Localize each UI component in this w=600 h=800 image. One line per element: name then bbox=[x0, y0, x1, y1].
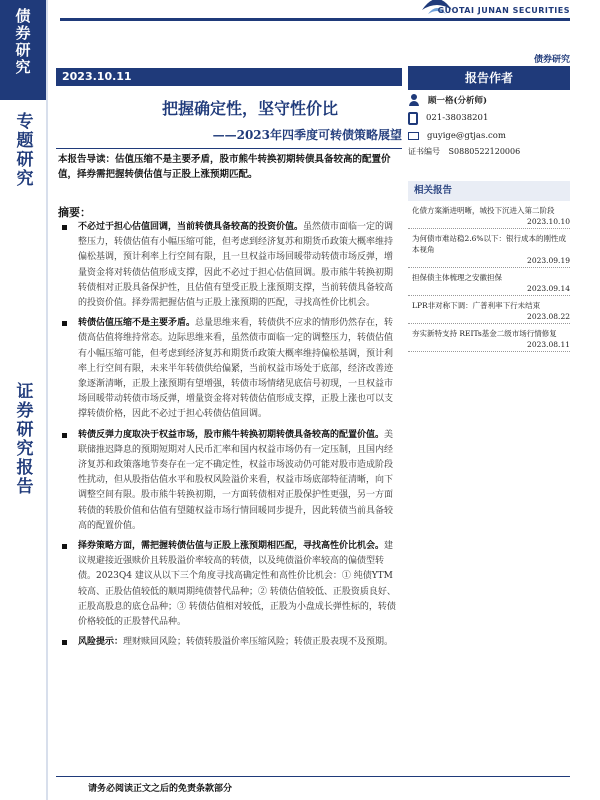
sidebar-report-label: 证券研究报告 bbox=[12, 382, 33, 496]
author-email[interactable]: guyige@gtjas.com bbox=[427, 131, 506, 141]
related-report-title[interactable]: 化债方案渐进明晰，城投下沉进入第二阶段 bbox=[412, 206, 555, 215]
related-report-title[interactable]: 为何债市难站稳2.6%以下：银行成本的刚性成本视角 bbox=[412, 234, 567, 254]
related-reports-title: 相关报告 bbox=[408, 181, 570, 201]
header-rule bbox=[60, 18, 570, 21]
bullet-lead: 不必过于担心估值回调，当前转债具备较高的投资价值。 bbox=[78, 222, 304, 232]
footer-disclaimer: 请务必阅读正文之后的免责条款部分 bbox=[88, 784, 233, 794]
sidebar-category-block bbox=[0, 0, 46, 100]
bullet-text: 建议规避接近强赎价且转股溢价率较高的转债，以及纯债溢价率较高的偏债型转债。2023Q4 建议从以下三个角度寻找高确定性和高性价比机会：① 纯债YTM较高、正股估值较低的顺周期纯债替代品种；② 转债估值较低、正股资质良好、正股高股息的底仓品种；③ 转债估值相对较低，正股为小盘成长弹性标的，转债价格较低的正股替代品种。 bbox=[78, 541, 396, 628]
company-logo-text: GUOTAI JUNAN SECURITIES bbox=[437, 6, 570, 15]
author-name: 顾一格(分析师) bbox=[428, 96, 488, 106]
cert-label: 证书编号 bbox=[408, 147, 440, 156]
abstract-bullet bbox=[58, 428, 398, 534]
related-report-date: 2023.08.11 bbox=[527, 340, 570, 349]
author-phone: 021-38038201 bbox=[426, 113, 489, 123]
related-report-item[interactable] bbox=[408, 229, 570, 268]
sidebar-category-label: 债券研究 bbox=[13, 8, 32, 76]
left-sidebar bbox=[0, 0, 46, 800]
related-report-title[interactable]: 夯实新特支持 REITs基金二级市场行情修复 bbox=[412, 329, 557, 338]
report-subtitle: ——2023年四季度可转债策略展望 bbox=[212, 128, 402, 142]
author-panel-title: 报告作者 bbox=[408, 66, 570, 90]
related-report-item[interactable] bbox=[408, 201, 570, 229]
abstract-bullet bbox=[58, 316, 398, 422]
related-report-title[interactable]: 担保债主体梳理之安徽担保 bbox=[412, 273, 502, 282]
bullet-lead: 风险提示： bbox=[78, 637, 124, 648]
report-type-label: 债券研究 bbox=[533, 55, 570, 65]
related-report-date: 2023.09.14 bbox=[527, 284, 570, 293]
author-email-row[interactable] bbox=[408, 128, 570, 144]
abstract-bullet bbox=[58, 220, 398, 311]
report-guide: 本报告导读：估值压缩不是主要矛盾，股市熊牛转换初期转债具备较高的配置价值，择券需把握转债估值与正股上涨预期匹配。 bbox=[58, 154, 391, 180]
mail-icon bbox=[408, 132, 419, 140]
bullet-lead: 择券策略方面，需把握转债估值与正股上涨预期相匹配，寻找高性价比机会。 bbox=[78, 541, 385, 552]
bullet-square-icon bbox=[62, 433, 67, 438]
bullet-text: 总量思维来看，转债供不应求的情形仍然存在，转债高估值将维持常态。边际思维来看，虽然债市面临一定的调整压力，转债估值有小幅压缩可能，但考虑到经济复苏和期货币政策大概率维持偏松基调，预计利率上行空间有限，未来半年转债供给偏紧，当前权益市场处于底部，经济改善迹象逐渐清晰，正股上涨预期有望增强，转债市场情绪见底信号初现，一旦权益市场回暖带动转债市场反弹，增量资金将对转债估值形成支撑，正股上涨也可以支撑转债价格，因此不必过于担心转债估值回调。 bbox=[78, 318, 394, 420]
bullet-text: 理财赎回风险；转债转股溢价率压缩风险；转债正股表现不及预期。 bbox=[123, 637, 394, 648]
abstract-bullet bbox=[58, 635, 398, 650]
related-report-date: 2023.09.19 bbox=[527, 256, 570, 265]
abstract-bullet bbox=[58, 539, 398, 630]
related-report-item[interactable] bbox=[408, 296, 570, 324]
bullet-square-icon bbox=[62, 640, 67, 645]
bullet-square-icon bbox=[62, 544, 67, 549]
sidebar-topic-block bbox=[0, 104, 46, 216]
phone-icon bbox=[408, 112, 418, 125]
report-title: 把握确定性，坚守性价比 bbox=[161, 99, 338, 118]
sidebar-report-block bbox=[0, 374, 46, 544]
bullet-lead: 转债估值压缩不是主要矛盾。 bbox=[78, 318, 196, 329]
sidebar-divider bbox=[46, 0, 48, 800]
bullet-square-icon bbox=[62, 225, 67, 230]
related-report-title[interactable]: LPR非对称下调：广普利率下行未结束 bbox=[412, 301, 541, 310]
related-report-item[interactable] bbox=[408, 268, 570, 296]
bullet-square-icon bbox=[62, 321, 67, 326]
related-report-date: 2023.08.22 bbox=[527, 312, 570, 321]
author-cert-row bbox=[408, 146, 570, 157]
abstract-heading: 摘要： bbox=[58, 206, 91, 219]
top-bar bbox=[48, 0, 600, 28]
abstract-bullet-list bbox=[58, 220, 398, 655]
person-icon bbox=[408, 94, 420, 106]
cert-number: S0880522120006 bbox=[448, 147, 521, 156]
sidebar-topic-label: 专题研究 bbox=[12, 112, 33, 188]
right-column bbox=[408, 66, 570, 352]
bullet-lead: 转债反弹力度取决于权益市场，股市熊牛转换初期转债具备较高的配置价值。 bbox=[78, 429, 385, 440]
related-report-date: 2023.10.10 bbox=[527, 217, 570, 226]
bullet-text: 虽然债市面临一定的调整压力，转债估值有小幅压缩可能，但考虑到经济复苏和期货币政策大概率维持偏松基调，预计利率上行空间有限，且一旦权益市场回暖带动转债市场反弹，增量资金将对转债估值形成支撑，因此不必过于担心估值回调。股市熊牛转换初期转债相对正股具备保护性，且估值有望受正股上涨预期支撑，当前转债具备较高的投资价值。择券需把握估值与正股上涨预期的匹配，寻找高性价比机会。 bbox=[78, 222, 394, 309]
author-name-row bbox=[408, 92, 570, 108]
author-phone-row bbox=[408, 110, 570, 126]
related-report-item[interactable] bbox=[408, 324, 570, 352]
bullet-text: 美联储推迟降息的预期短期对人民币汇率和国内权益市场仍有一定压制，且国内经济复苏和政策落地节奏存在一定不确定性，权益市场波动仍可能对股市造成阶段性扰动，但从股指估值水平和股权风险溢价来看，权益市场底部特征清晰，向下调整空间有限。股市熊牛转换初期，一方面转债相对正股保护性更强，另一方面转债的转股价值和估值有望随权益市场行情回暖同步提升，因此转债当前具备较高的配置价值。 bbox=[78, 429, 394, 531]
footer-rule bbox=[56, 776, 570, 777]
title-divider bbox=[56, 148, 402, 149]
report-date: 2023.10.11 bbox=[56, 68, 402, 86]
